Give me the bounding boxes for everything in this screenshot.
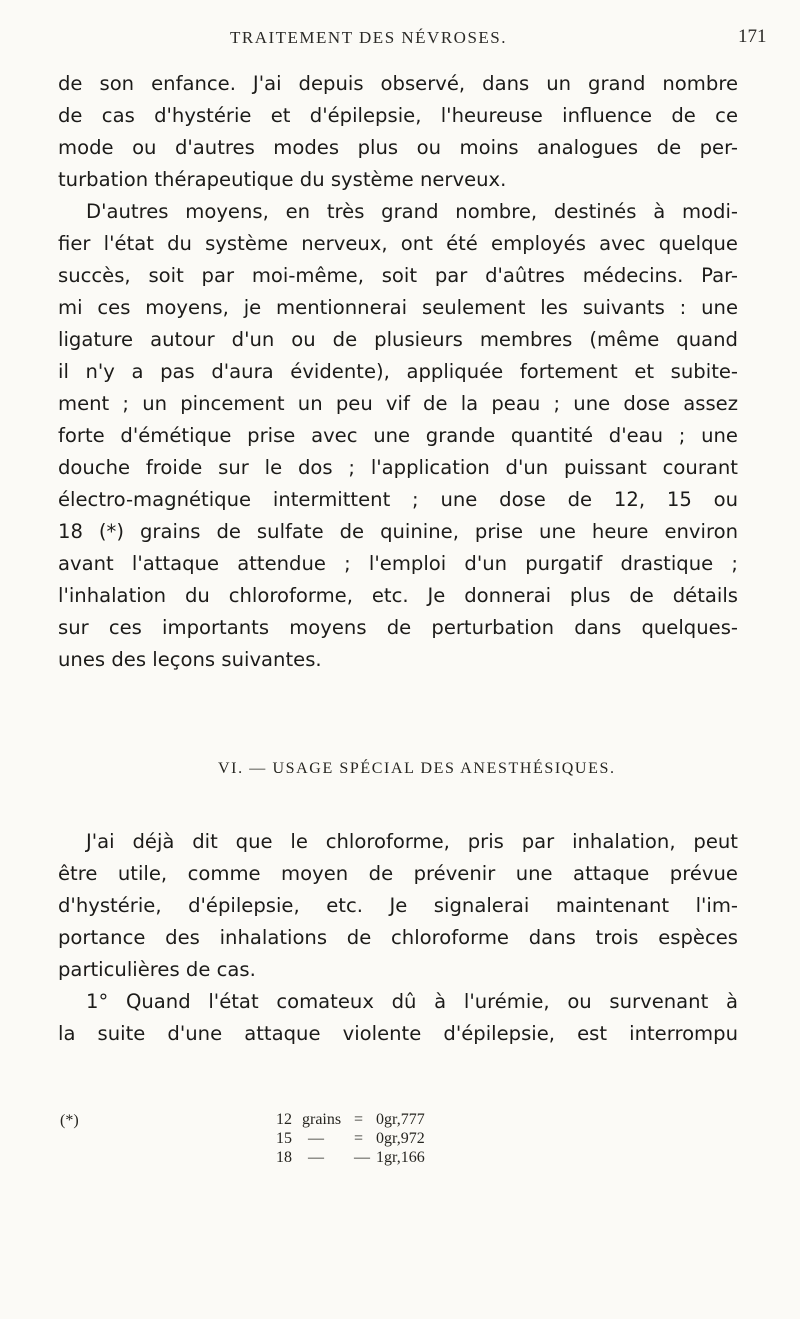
text-line: particulières de cas. [58, 958, 256, 981]
text-line: il n'y a pas d'aura évidente), appliquée fortement et subite- [58, 360, 738, 383]
text-line: douche froide sur le dos ; l'application d'un puissant courant [58, 456, 738, 479]
text-line: de cas d'hystérie et d'épilepsie, l'heureuse influence de ce [58, 104, 738, 127]
footnote-value: 0gr,777 [376, 1111, 425, 1128]
footnote-conversion-table [276, 1110, 425, 1167]
text-line: succès, soit par moi-même, soit par d'aûtres médecins. Par- [58, 264, 738, 287]
text-line: 18 (*) grains de sulfate de quinine, prise une heure environ [58, 520, 738, 543]
text-line: ment ; un pincement un peu vif de la peau ; une dose assez [58, 392, 738, 415]
text-line: D'autres moyens, en très grand nombre, destinés à modi- [86, 200, 738, 223]
text-line: la suite d'une attaque violente d'épilepsie, est interrompu [58, 1022, 738, 1045]
text-line: de son enfance. J'ai depuis observé, dans un grand nombre [58, 72, 738, 95]
text-line: être utile, comme moyen de prévenir une attaque prévue [58, 862, 738, 885]
text-line: forte d'émétique prise avec une grande quantité d'eau ; une [58, 424, 738, 447]
footnote-quantity: 18 [276, 1149, 292, 1166]
footnote-marker: (*) [60, 1112, 79, 1129]
footnote-quantity: 15 [276, 1130, 292, 1147]
footnote-row [276, 1129, 425, 1148]
footnote-value: 0gr,972 [376, 1130, 425, 1147]
text-line: mi ces moyens, je mentionnerai seulement les suivants : une [58, 296, 738, 319]
footnote-row [276, 1148, 425, 1167]
text-line: avant l'attaque attendue ; l'emploi d'un purgatif drastique ; [58, 552, 738, 575]
text-line: turbation thérapeutique du système nerveux. [58, 168, 507, 191]
text-line: ligature autour d'un ou de plusieurs membres (même quand [58, 328, 738, 351]
text-line: portance des inhalations de chloroforme dans trois espèces [58, 926, 738, 949]
footnote-unit: grains [302, 1111, 342, 1128]
footnote-equals: — [354, 1149, 370, 1166]
text-line: mode ou d'autres modes plus ou moins analogues de per- [58, 136, 738, 159]
text-line: 1° Quand l'état comateux dû à l'urémie, ou survenant à [86, 990, 738, 1013]
footnote-equals: = [354, 1111, 364, 1128]
footnote-unit: — [308, 1149, 324, 1166]
page-number: 171 [738, 26, 767, 47]
text-line: l'inhalation du chloroforme, etc. Je donnerai plus de détails [58, 584, 738, 607]
footnote-unit: — [308, 1130, 324, 1147]
text-line: sur ces importants moyens de perturbation dans quelques- [58, 616, 738, 639]
footnote-row [276, 1110, 425, 1129]
text-line: d'hystérie, d'épilepsie, etc. Je signalerai maintenant l'im- [58, 894, 738, 917]
text-line: fier l'état du système nerveux, ont été employés avec quelque [58, 232, 738, 255]
running-title: TRAITEMENT DES NÉVROSES. [230, 28, 507, 47]
section-heading: VI. — USAGE SPÉCIAL DES ANESTHÉSIQUES. [218, 760, 616, 777]
footnote-equals: = [354, 1130, 364, 1147]
text-line: électro-magnétique intermittent ; une dose de 12, 15 ou [58, 488, 738, 511]
footnote-value: 1gr,166 [376, 1149, 425, 1166]
text-line: J'ai déjà dit que le chloroforme, pris par inhalation, peut [86, 830, 738, 853]
footnote-quantity: 12 [276, 1111, 292, 1128]
text-line: unes des leçons suivantes. [58, 648, 322, 671]
